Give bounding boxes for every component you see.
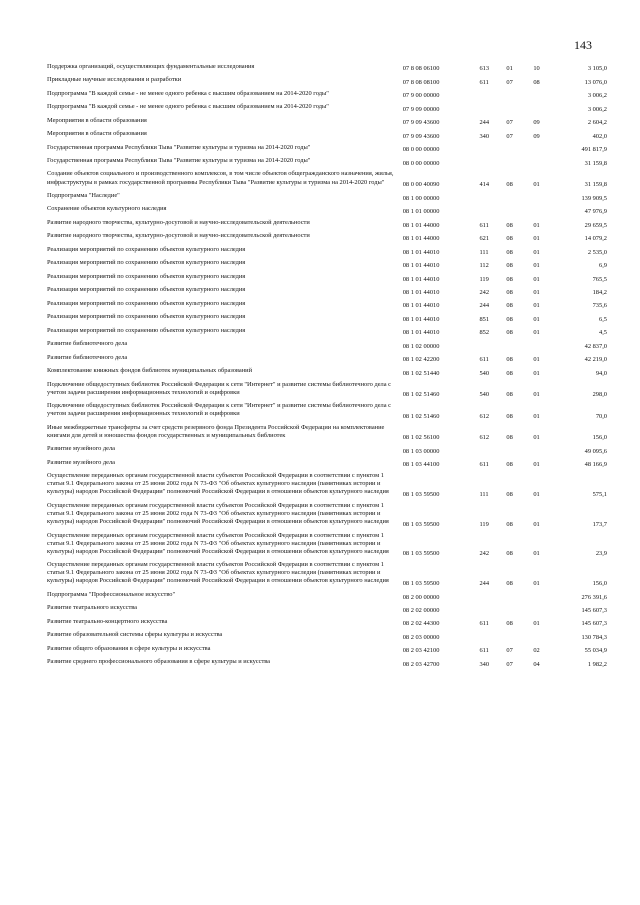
subsection-code (533, 87, 560, 100)
row-name: Реализация мероприятий по сохранению объектов культурного наследия (47, 272, 246, 280)
table-row (47, 588, 607, 601)
subsection-code (533, 337, 560, 350)
target-article-code: 08 1 01 44010 (402, 275, 440, 283)
target-article-code: 08 2 03 42700 (402, 660, 440, 668)
budget-table (47, 60, 607, 669)
target-article-code: 08 1 03 59500 (402, 580, 440, 588)
section-code: 07 (506, 78, 513, 86)
amount: 49 095,6 (584, 447, 607, 455)
row-name: Реализация мероприятий по сохранению объектов культурного наследия (47, 245, 246, 253)
subsection-code: 01 (533, 235, 540, 243)
table-row (47, 284, 607, 297)
row-name: Мероприятия в области образования (47, 130, 147, 138)
row-name: Реализация мероприятий по сохранению объектов культурного наследия (47, 259, 246, 267)
expense-type-code (479, 87, 506, 100)
row-name: Комплектование книжных фондов библиотек муниципальных образований (47, 367, 253, 375)
section-code: 07 (506, 647, 513, 655)
amount: 765,5 (592, 275, 607, 283)
section-code (506, 203, 533, 216)
row-name: Поддержка организаций, осуществляющих фундаментальные исследования (47, 62, 255, 70)
amount: 3 006,2 (587, 92, 607, 100)
subsection-code (533, 602, 560, 615)
table-row (47, 351, 607, 364)
table-row (47, 456, 607, 469)
subsection-code: 01 (533, 262, 540, 270)
target-article-code: 08 2 00 00000 (402, 593, 440, 601)
table-row (47, 168, 607, 190)
subsection-code: 01 (533, 302, 540, 310)
subsection-code: 04 (533, 660, 540, 668)
expense-type-code: 612 (479, 412, 490, 420)
subsection-code (533, 588, 560, 601)
section-code: 07 (506, 132, 513, 140)
target-article-code: 08 1 03 59500 (402, 491, 440, 499)
expense-type-code (479, 337, 506, 350)
table-row (47, 127, 607, 140)
target-article-code: 07 9 09 00000 (402, 105, 440, 113)
table-row (47, 189, 607, 202)
target-article-code: 08 1 01 44010 (402, 302, 440, 310)
table-row (47, 629, 607, 642)
expense-type-code: 340 (479, 660, 490, 668)
section-code: 08 (506, 329, 513, 337)
target-article-code: 07 8 08 06100 (402, 65, 440, 73)
target-article-code: 08 1 01 44000 (402, 221, 440, 229)
table-row (47, 499, 607, 529)
table-row (47, 324, 607, 337)
row-name: Реализация мероприятий по сохранению объектов культурного наследия (47, 286, 246, 294)
subsection-code: 10 (533, 65, 540, 73)
amount: 145 607,3 (581, 620, 607, 628)
target-article-code: 08 1 02 42200 (402, 356, 440, 364)
section-code (506, 154, 533, 167)
table-row (47, 615, 607, 628)
subsection-code: 01 (533, 288, 540, 296)
amount: 1 982,2 (587, 660, 607, 668)
section-code: 08 (506, 369, 513, 377)
target-article-code: 08 1 02 51440 (402, 369, 440, 377)
page-number: 143 (574, 38, 592, 52)
amount: 402,0 (592, 132, 607, 140)
table-row (47, 216, 607, 229)
row-name: Развитие театрально-концертного искусства (47, 617, 168, 625)
row-name: Развитие народного творчества, культурно-досуговой и научно-исследовательской деятельности (47, 218, 310, 226)
row-name: Подпрограмма "В каждой семье - не менее одного ребенка с высшим образованием на 2014-2020 годы" (47, 103, 329, 111)
row-name: Государственная программа Республики Тыва "Развитие культуры и туризма на 2014-2020 годы" (47, 143, 311, 151)
section-code: 08 (506, 356, 513, 364)
row-name: Мероприятия в области образования (47, 116, 147, 124)
amount: 42 219,0 (584, 356, 607, 364)
amount: 3 006,2 (587, 105, 607, 113)
row-name: Реализация мероприятий по сохранению объектов культурного наследия (47, 313, 246, 321)
section-code (506, 588, 533, 601)
expense-type-code: 242 (479, 550, 490, 558)
expense-type-code: 414 (479, 181, 490, 189)
section-code: 08 (506, 520, 513, 528)
table-row (47, 297, 607, 310)
subsection-code: 01 (533, 391, 540, 399)
target-article-code: 07 8 08 08100 (402, 78, 440, 86)
section-code (506, 100, 533, 113)
table-row (47, 100, 607, 113)
target-article-code: 08 1 02 00000 (402, 342, 440, 350)
row-name: Прикладные научные исследования и разработки (47, 76, 182, 84)
row-name: Реализация мероприятий по сохранению объектов культурного наследия (47, 326, 246, 334)
section-code: 08 (506, 302, 513, 310)
section-code: 08 (506, 181, 513, 189)
expense-type-code (479, 189, 506, 202)
section-code: 08 (506, 275, 513, 283)
section-code (506, 629, 533, 642)
table-row (47, 154, 607, 167)
subsection-code: 08 (533, 78, 540, 86)
table-row (47, 529, 607, 559)
target-article-code: 08 0 00 00000 (402, 146, 440, 154)
amount: 42 837,0 (584, 342, 607, 350)
section-code: 08 (506, 580, 513, 588)
section-code: 08 (506, 262, 513, 270)
subsection-code: 09 (533, 132, 540, 140)
subsection-code: 01 (533, 580, 540, 588)
amount: 94,0 (595, 369, 607, 377)
subsection-code (533, 100, 560, 113)
table-row (47, 60, 607, 73)
subsection-code: 01 (533, 369, 540, 377)
expense-type-code: 111 (479, 491, 489, 499)
target-article-code: 07 9 09 43600 (402, 119, 440, 127)
table-row (47, 337, 607, 350)
amount: 145 607,3 (581, 606, 607, 614)
subsection-code: 02 (533, 647, 540, 655)
section-code (506, 337, 533, 350)
amount: 6,5 (599, 315, 607, 323)
section-code: 08 (506, 248, 513, 256)
table-row (47, 602, 607, 615)
table-row (47, 270, 607, 283)
amount: 156,0 (592, 580, 607, 588)
subsection-code (533, 203, 560, 216)
expense-type-code: 611 (479, 620, 489, 628)
table-row (47, 470, 607, 500)
expense-type-code (479, 629, 506, 642)
table-row (47, 642, 607, 655)
section-code: 08 (506, 550, 513, 558)
row-name: Реализация мероприятий по сохранению объектов культурного наследия (47, 299, 246, 307)
section-code: 07 (506, 660, 513, 668)
table-row (47, 203, 607, 216)
target-article-code: 08 2 02 44300 (402, 620, 440, 628)
expense-type-code (479, 100, 506, 113)
row-name: Осуществление переданных органам государственной власти субъектов Российской Федерации в соответствии с пунктом 1 статьи 9.1 Федерального закона от 25 июня 2002 года N 73-ФЗ "Об объектах культурного наследия (памятниках истории и культуры) народов Российской Федерации" полномочий Российской Федерации в отношении объектов культурного наследия (47, 531, 389, 555)
section-code: 08 (506, 461, 513, 469)
amount: 2 535,0 (587, 248, 607, 256)
target-article-code: 08 1 01 44000 (402, 235, 440, 243)
row-name: Подключение общедоступных библиотек Российской Федерации к сети "Интернет" и развитие системы библиотечного дела с учетом задачи расширения информационных технологий и оцифровки (47, 402, 391, 418)
target-article-code: 08 1 02 51460 (402, 412, 440, 420)
expense-type-code: 244 (479, 119, 490, 127)
table-row (47, 378, 607, 400)
target-article-code: 08 2 03 00000 (402, 633, 440, 641)
section-code: 07 (506, 119, 513, 127)
expense-type-code: 340 (479, 132, 490, 140)
table-row (47, 311, 607, 324)
expense-type-code (479, 602, 506, 615)
row-name: Осуществление переданных органам государственной власти субъектов Российской Федерации в соответствии с пунктом 1 статьи 9.1 Федерального закона от 25 июня 2002 года N 73-ФЗ "Об объектах культурного наследия (памятниках истории и культуры) народов Российской Федерации" полномочий Российской Федерации в отношении объектов культурного наследия (47, 561, 389, 585)
subsection-code: 01 (533, 329, 540, 337)
subsection-code: 01 (533, 412, 540, 420)
expense-type-code: 611 (479, 647, 489, 655)
row-name: Развитие народного творчества, культурно-досуговой и научно-исследовательской деятельности (47, 232, 310, 240)
section-code: 08 (506, 315, 513, 323)
target-article-code: 08 1 02 51460 (402, 391, 440, 399)
table-row (47, 114, 607, 127)
row-name: Осуществление переданных органам государственной власти субъектов Российской Федерации в соответствии с пунктом 1 статьи 9.1 Федерального закона от 25 июня 2002 года N 73-ФЗ "Об объектах культурного наследия (памятниках истории и культуры) народов Российской Федерации" полномочий Российской Федерации в отношении объектов культурного наследия (47, 472, 389, 496)
amount: 29 659,5 (584, 221, 607, 229)
row-name: Сохранение объектов культурного наследия (47, 205, 167, 213)
target-article-code: 08 1 01 00000 (402, 208, 440, 216)
section-code: 08 (506, 391, 513, 399)
expense-type-code: 612 (479, 434, 490, 442)
section-code: 01 (506, 65, 513, 73)
subsection-code (533, 443, 560, 456)
table-row (47, 230, 607, 243)
target-article-code: 08 1 03 44100 (402, 461, 440, 469)
subsection-code: 01 (533, 520, 540, 528)
row-name: Развитие общего образования в сфере культуры и искусства (47, 644, 211, 652)
table-body (47, 60, 607, 669)
amount: 276 391,6 (581, 593, 607, 601)
table-row (47, 243, 607, 256)
amount: 298,0 (592, 391, 607, 399)
expense-type-code (479, 141, 506, 154)
expense-type-code: 540 (479, 369, 490, 377)
table-row (47, 87, 607, 100)
amount: 3 105,0 (587, 65, 607, 73)
target-article-code: 08 1 03 59500 (402, 550, 440, 558)
amount: 735,6 (592, 302, 607, 310)
subsection-code: 01 (533, 550, 540, 558)
row-name: Осуществление переданных органам государственной власти субъектов Российской Федерации в соответствии с пунктом 1 статьи 9.1 Федерального закона от 25 июня 2002 года N 73-ФЗ "Об объектах культурного наследия (памятниках истории и культуры) народов Российской Федерации" полномочий Российской Федерации в отношении объектов культурного наследия (47, 501, 389, 526)
section-code: 08 (506, 620, 513, 628)
row-name: Развитие образовательной системы сферы культуры и искусства (47, 631, 223, 639)
table-row (47, 399, 607, 421)
section-code: 08 (506, 288, 513, 296)
subsection-code: 01 (533, 491, 540, 499)
expense-type-code: 244 (479, 580, 490, 588)
amount: 491 817,9 (581, 146, 607, 154)
target-article-code: 07 9 09 43600 (402, 132, 440, 140)
target-article-code: 08 1 03 00000 (402, 447, 440, 455)
row-name: Развитие библиотечного дела (47, 340, 128, 348)
target-article-code: 07 9 00 00000 (402, 92, 440, 100)
subsection-code (533, 141, 560, 154)
target-article-code: 08 1 01 44010 (402, 288, 440, 296)
target-article-code: 08 1 01 44010 (402, 329, 440, 337)
amount: 184,2 (592, 288, 607, 296)
row-name: Подключение общедоступных библиотек Российской Федерации к сети "Интернет" и развитие системы библиотечного дела с учетом задачи расширения информационных технологий и оцифровки (47, 380, 391, 396)
target-article-code: 08 1 00 00000 (402, 194, 440, 202)
section-code: 08 (506, 235, 513, 243)
expense-type-code: 613 (479, 65, 490, 73)
amount: 173,7 (592, 520, 607, 528)
table-row (47, 141, 607, 154)
target-article-code: 08 1 01 44010 (402, 315, 440, 323)
subsection-code: 01 (533, 248, 540, 256)
expense-type-code: 242 (479, 288, 490, 296)
amount: 23,9 (595, 550, 607, 558)
subsection-code: 01 (533, 620, 540, 628)
expense-type-code: 244 (479, 302, 490, 310)
expense-type-code: 119 (479, 275, 489, 283)
expense-type-code: 611 (479, 221, 489, 229)
amount: 31 159,8 (584, 159, 607, 167)
amount: 70,0 (595, 412, 607, 420)
amount: 13 076,0 (584, 78, 607, 86)
amount: 48 166,9 (584, 461, 607, 469)
row-name: Иные межбюджетные трансферты за счет средств резервного фонда Президента Российской Федерации на комплектование книгами для детей и юношества фондов государственных и муниципальных библиотек (47, 423, 385, 439)
row-name: Развитие библиотечного дела (47, 353, 128, 361)
table-row (47, 364, 607, 377)
target-article-code: 08 0 00 00000 (402, 159, 440, 167)
amount: 4,5 (599, 329, 607, 337)
section-code: 08 (506, 412, 513, 420)
subsection-code: 01 (533, 356, 540, 364)
amount: 130 784,3 (581, 633, 607, 641)
expense-type-code (479, 203, 506, 216)
target-article-code: 08 1 01 44010 (402, 262, 440, 270)
expense-type-code: 851 (479, 315, 490, 323)
amount: 31 159,8 (584, 181, 607, 189)
expense-type-code: 611 (479, 356, 489, 364)
amount: 14 079,2 (584, 235, 607, 243)
expense-type-code (479, 154, 506, 167)
target-article-code: 08 0 00 40090 (402, 181, 440, 189)
subsection-code (533, 189, 560, 202)
row-name: Подпрограмма "Профессиональное искусство" (47, 590, 176, 598)
row-name: Подпрограмма "В каждой семье - не менее одного ребенка с высшим образованием на 2014-2020 годы" (47, 89, 329, 97)
expense-type-code: 111 (479, 248, 489, 256)
amount: 47 976,9 (584, 208, 607, 216)
table-row (47, 73, 607, 86)
section-code (506, 141, 533, 154)
subsection-code (533, 154, 560, 167)
row-name: Подпрограмма "Наследие" (47, 192, 120, 199)
expense-type-code: 621 (479, 235, 490, 243)
amount: 139 909,5 (581, 194, 607, 202)
subsection-code: 01 (533, 275, 540, 283)
row-name: Развитие театрального искусства (47, 604, 138, 612)
section-code: 08 (506, 434, 513, 442)
subsection-code (533, 629, 560, 642)
target-article-code: 08 1 02 56100 (402, 434, 440, 442)
expense-type-code (479, 588, 506, 601)
expense-type-code: 611 (479, 78, 489, 86)
section-code (506, 602, 533, 615)
subsection-code: 01 (533, 181, 540, 189)
table-row (47, 421, 607, 443)
expense-type-code: 611 (479, 461, 489, 469)
target-article-code: 08 2 03 42100 (402, 647, 440, 655)
amount: 6,9 (599, 262, 607, 270)
row-name: Развитие музейного дела (47, 445, 116, 453)
row-name: Развитие музейного дела (47, 458, 116, 466)
row-name: Создание объектов социального и производственного комплексов, в том числе объектов общегражданского назначения, жилья, инфраструктуры в рамках государственной программы Республики Тыва "Развитие культуры и туризма на 2014-2020 годы" (47, 170, 394, 186)
row-name: Развитие среднего профессионального образования в сфере культуры и искусства (47, 658, 271, 666)
expense-type-code: 119 (479, 520, 489, 528)
subsection-code: 09 (533, 119, 540, 127)
target-article-code: 08 1 03 59500 (402, 520, 440, 528)
row-name: Государственная программа Республики Тыва "Развитие культуры и туризма на 2014-2020 годы" (47, 156, 311, 164)
amount: 575,1 (592, 491, 607, 499)
target-article-code: 08 2 02 00000 (402, 606, 440, 614)
table-row (47, 558, 607, 588)
amount: 156,0 (592, 434, 607, 442)
section-code (506, 87, 533, 100)
subsection-code: 01 (533, 434, 540, 442)
table-row (47, 443, 607, 456)
subsection-code: 01 (533, 221, 540, 229)
subsection-code: 01 (533, 461, 540, 469)
expense-type-code: 852 (479, 329, 490, 337)
amount: 2 604,2 (587, 119, 607, 127)
subsection-code: 01 (533, 315, 540, 323)
table-row (47, 655, 607, 668)
amount: 55 034,9 (584, 647, 607, 655)
target-article-code: 08 1 01 44010 (402, 248, 440, 256)
table-row (47, 257, 607, 270)
expense-type-code: 112 (479, 262, 489, 270)
section-code (506, 443, 533, 456)
section-code (506, 189, 533, 202)
expense-type-code: 540 (479, 391, 490, 399)
section-code: 08 (506, 491, 513, 499)
section-code: 08 (506, 221, 513, 229)
expense-type-code (479, 443, 506, 456)
